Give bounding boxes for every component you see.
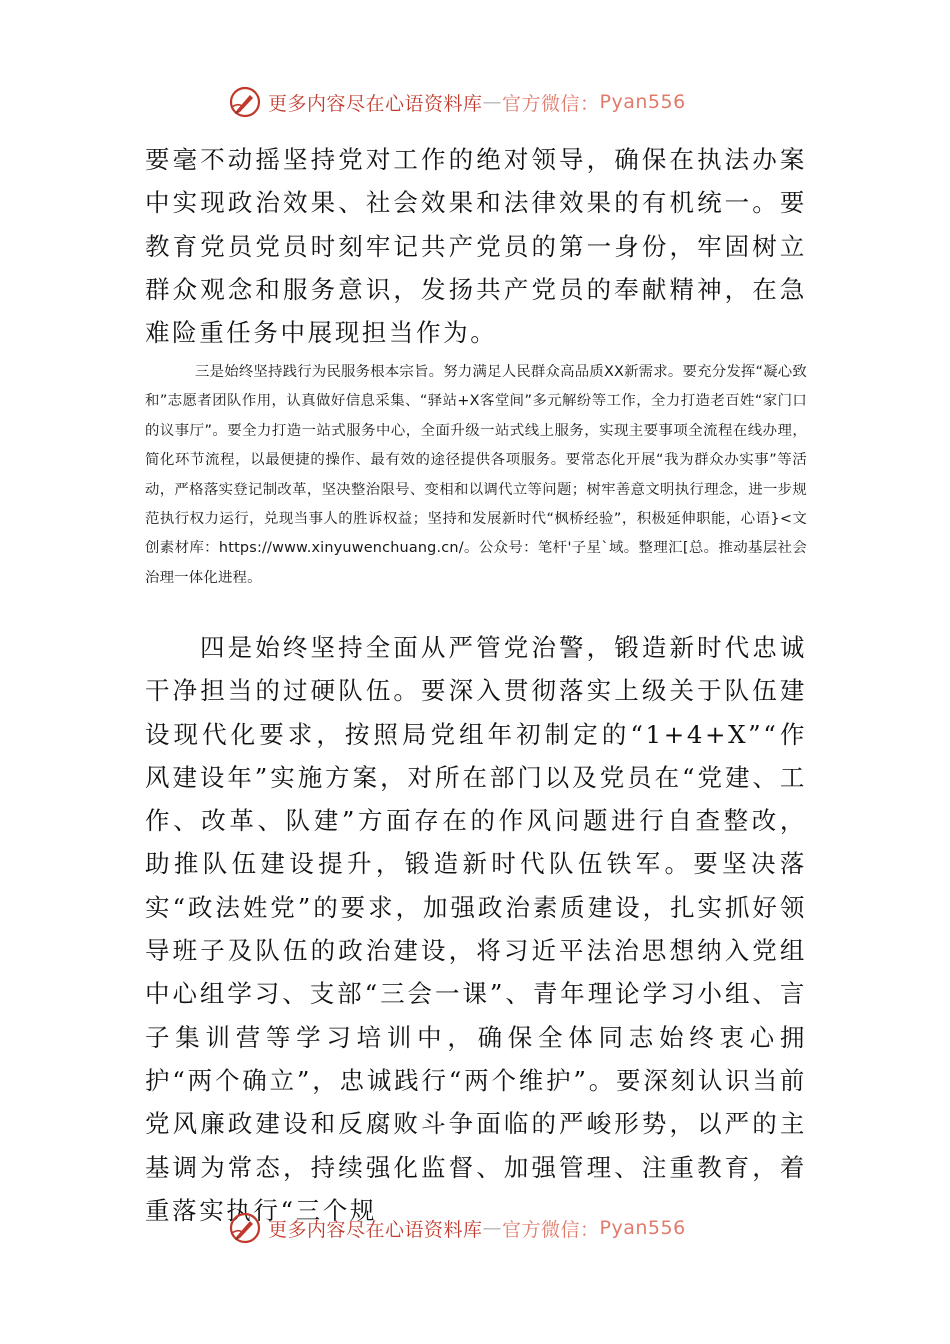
banner-title: 更多内容尽在心语资料库 — [268, 92, 483, 115]
header-banner — [228, 82, 728, 122]
pen-logo-icon — [228, 1211, 262, 1245]
body-paragraph-1: 要毫不动摇坚持党对工作的绝对领导，确保在执法办案中实现政治效果、社会效果和法律效果的有机统一。要教育党员党员时刻牢记共产党员的第一身份，牢固树立群众观念和服务意识，发扬共产党员的奉献精神，在急难险重任务中展现担当作为。 — [145, 145, 807, 348]
banner-wechat-id: Pyan556 — [599, 91, 686, 113]
footer-banner — [228, 1208, 728, 1248]
body-paragraph-2: 三是始终坚持践行为民服务根本宗旨。努力满足人民群众高品质XX新需求。要充分发挥“凝心致和”志愿者团队作用，认真做好信息采集、“驿站+X客堂间”多元解纷等工作，全力打造老百姓“家门口的议事厅”。要全力打造一站式服务中心，全面升级一站式线上服务，实现主要事项全流程在线办理，简化环节流程，以最便捷的操作、最有效的途径提供各项服务。要常态化开展“我为群众办实事”等活动，严格落实登记制改革，坚决整治限号、变相和以调代立等问题；树牢善意文明执行理念，进一步规范执行权力运行，兑现当事人的胜诉权益；坚持和发展新时代“枫桥经验”，积极延伸职能，心语}<文创素材库：https://www.xinyuwenchuang.cn/。公众号：笔杆'子星`域。整理汇[总。推动基层社会治理一体化进程。 — [145, 364, 807, 586]
banner-wechat-label: 官方微信： — [502, 92, 600, 115]
banner-dash: — — [482, 1217, 503, 1239]
body-paragraph-3: 四是始终坚持全面从严管党治警，锻造新时代忠诚干净担当的过硬队伍。要深入贯彻落实上级关于队伍建设现代化要求，按照局党组年初制定的“1+4+X”“作风建设年”实施方案，对所在部门以及党员在“党建、工作、改革、队建”方面存在的作风问题进行自查整改，助推队伍建设提升，锻造新时代队伍铁军。要坚决落实“政法姓党”的要求，加强政治素质建设，扎实抓好领导班子及队伍的政治建设，将习近平法治思想纳入党组中心组学习、支部“三会一课”、青年理论学习小组、言子集训营等学习培训中，确保全体同志始终衷心拥护“两个确立”，忠诚践行“两个维护”。要深刻认识当前党风廉政建设和反腐败斗争面临的严峻形势，以严的主基调为常态，持续强化监督、加强管理、注重教育，着重落实执行“三个规 — [145, 633, 807, 1225]
banner-title: 更多内容尽在心语资料库 — [268, 1218, 483, 1241]
pen-logo-icon — [228, 85, 262, 119]
banner-wechat-label: 官方微信： — [502, 1218, 600, 1241]
banner-wechat-id: Pyan556 — [599, 1217, 686, 1239]
banner-dash: — — [482, 91, 503, 113]
